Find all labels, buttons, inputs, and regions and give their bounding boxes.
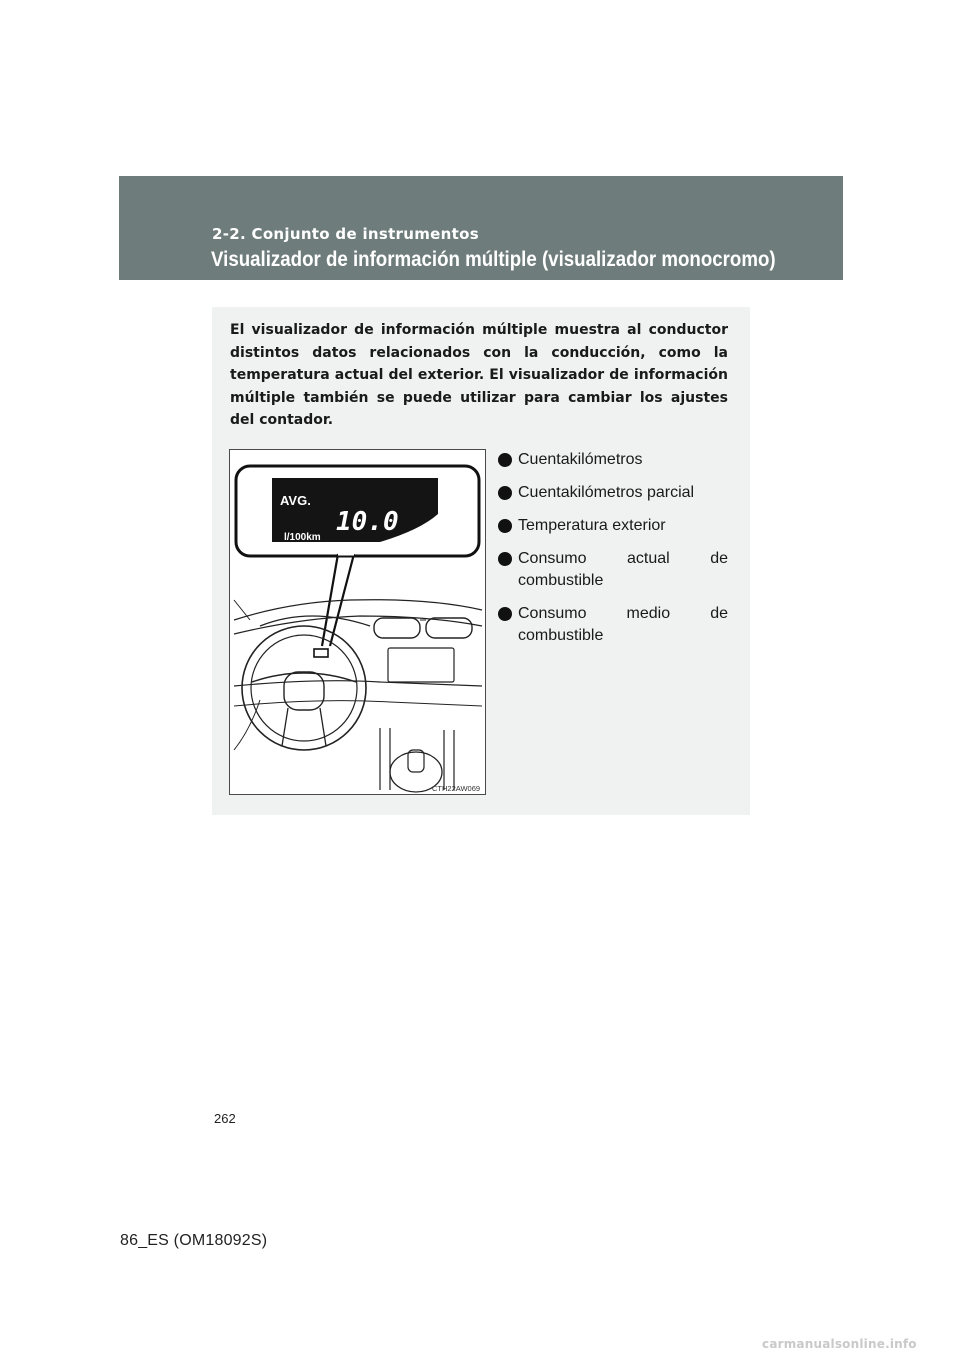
page-number: 262 [214, 1111, 236, 1126]
content-box [212, 307, 750, 815]
header-band [119, 176, 843, 280]
display-mode-text: AVG. [280, 493, 311, 508]
document-code: 86_ES (OM18092S) [120, 1232, 268, 1249]
figure-code: CTH22AW069 [432, 784, 481, 793]
bullet-dot-icon [498, 607, 512, 621]
list-item: Cuentakilómetros parcial [498, 482, 728, 504]
bullet-dot-icon [498, 486, 512, 500]
list-item: Cuentakilómetros [498, 449, 728, 471]
bullet-dot-icon [498, 519, 512, 533]
page-title: Visualizador de información múltiple (visualizador monocromo) [211, 248, 776, 271]
list-item: Consumo medio de combustible [498, 603, 728, 647]
intro-paragraph: El visualizador de información múltiple muestra al conductor distintos datos relacionados con la conducción, como la temperatura actual del exterior. El visualizador de información múltiple también se puede utilizar para cambiar los ajustes del contador. [230, 322, 728, 428]
feature-list [498, 449, 728, 647]
bullet-dot-icon [498, 552, 512, 566]
watermark: carmanualsonline.info [762, 1337, 917, 1351]
display-value-text: 10.0 [336, 507, 399, 537]
list-item: Temperatura exterior [498, 515, 728, 537]
bullet-dot-icon [498, 453, 512, 467]
dashboard-illustration [229, 449, 486, 795]
display-unit-text: l/100km [284, 532, 321, 543]
section-label: 2-2. Conjunto de instrumentos [212, 225, 479, 243]
list-item: Consumo actual de combustible [498, 548, 728, 592]
